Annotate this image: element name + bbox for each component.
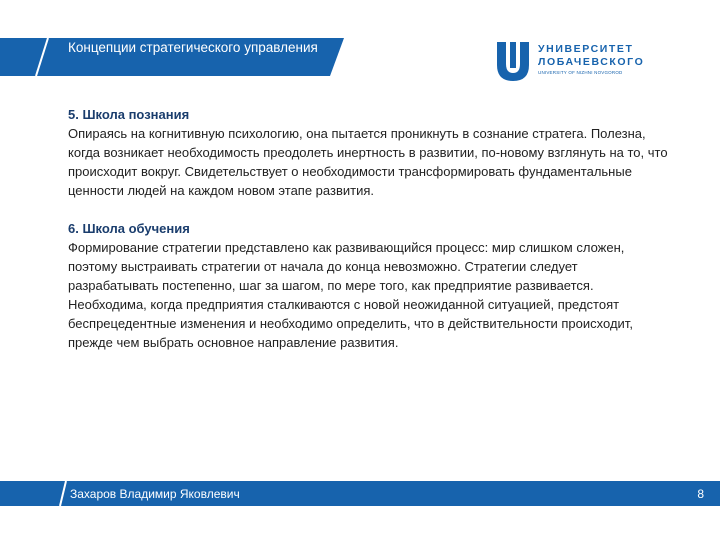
logo-subtitle: UNIVERSITY OF NIZHNI NOVGOROD <box>538 70 623 75</box>
section-title: 6. Школа обучения <box>68 221 190 236</box>
author-name: Захаров Владимир Яковлевич <box>70 487 240 501</box>
slide-content <box>68 105 668 352</box>
slide-title: Концепции стратегического управления <box>68 40 318 55</box>
section-spacer <box>68 200 668 219</box>
section-paragraph: Опираясь на когнитивную психологию, она пытается проникнуть в сознание стратега. Полезна, когда возникает необходимость преодолеть инертность в развитии, по-новому взглянуть на то, что происходит вокруг. Свидетельствует о необходимости трансформировать фундаментальные ценности людей на каждом новом этапе развития. <box>68 126 668 198</box>
section-paragraph: Формирование стратегии представлено как развивающийся процесс: мир слишком сложен, поэтому выстраивать стратегии от начала до конца невозможно. Стратегии следует разрабатывать постепенно, шаг за шагом, по мере того, как предприятие развивается. <box>68 240 625 293</box>
logo-name-line2: ЛОБАЧЕВСКОГО <box>538 56 645 68</box>
section-school-of-learning <box>68 219 668 352</box>
logo-name-line1: УНИВЕРСИТЕТ <box>538 43 634 55</box>
section-school-of-cognition <box>68 105 668 200</box>
page-number: 8 <box>697 487 704 501</box>
section-title: 5. Школа познания <box>68 107 190 122</box>
logo-emblem-icon <box>493 40 533 82</box>
university-logo <box>493 40 643 84</box>
section-paragraph: Необходима, когда предприятия сталкиваются с новой неожиданной ситуацией, предстоят беспрецедентные изменения и необходимо определить, что в действительности происходит, прежде чем выбрать основное направление развития. <box>68 297 633 350</box>
